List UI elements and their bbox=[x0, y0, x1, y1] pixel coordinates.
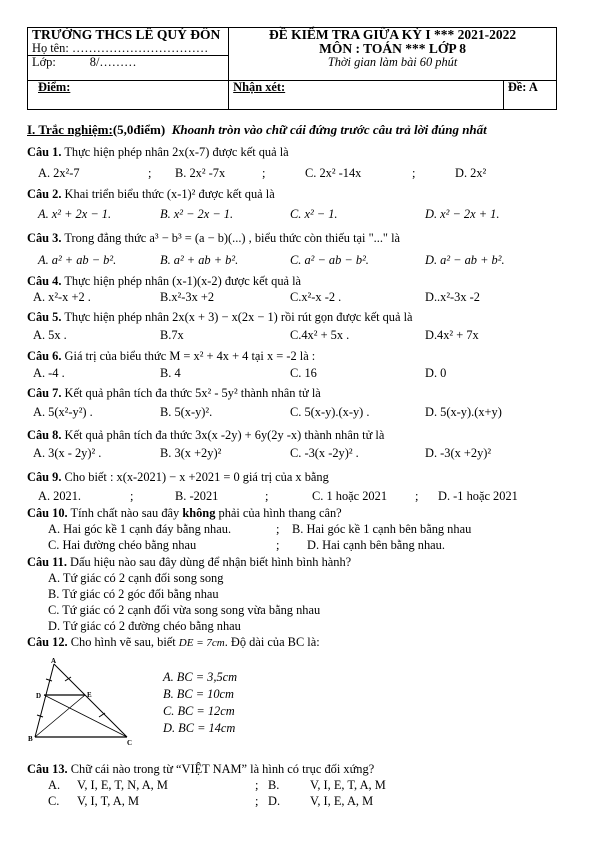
q9-option-b[interactable]: B. -2021 bbox=[175, 489, 219, 503]
question-5 bbox=[27, 311, 413, 325]
tick-mark bbox=[99, 713, 105, 717]
q5-option-d[interactable]: D.4x² + 7x bbox=[425, 328, 479, 342]
q13-letter-c: C. bbox=[48, 794, 60, 808]
q1-num: Câu 1. bbox=[27, 145, 62, 159]
q13-option-d[interactable]: V, I, E, A, M bbox=[310, 794, 374, 808]
q11-option-d[interactable]: D. Tứ giác có 2 đường chéo bằng nhau bbox=[48, 619, 241, 633]
q11-option-b[interactable]: B. Tứ giác có 2 góc đối bằng nhau bbox=[48, 587, 219, 601]
question-2 bbox=[27, 188, 275, 202]
section-instruction: Khoanh tròn vào chữ cái đứng trước câu trả lời đúng nhất bbox=[171, 122, 487, 137]
q7-text: Kết quả phân tích đa thức 5x² - 5y² thành nhân tử là bbox=[64, 386, 321, 400]
q2-option-a[interactable]: A. x² + 2x − 1. bbox=[38, 207, 112, 221]
label-point-b: B bbox=[28, 735, 33, 743]
q1-sep: ; bbox=[148, 166, 152, 180]
question-6 bbox=[27, 350, 315, 364]
q1-option-a[interactable]: A. 2x²-7 bbox=[38, 166, 80, 180]
q13-option-a[interactable]: V, I, E, T, N, A, M bbox=[77, 778, 168, 792]
label-point-c: C bbox=[127, 739, 133, 747]
name-dots: …………………………… bbox=[71, 41, 209, 56]
section-label: I. Trắc nghiệm: bbox=[27, 122, 113, 137]
question-4 bbox=[27, 275, 301, 289]
q13-text: Chữ cái nào trong từ “VIỆT NAM” là hình có trục đối xứng? bbox=[70, 762, 375, 776]
q6-option-d[interactable]: D. 0 bbox=[425, 366, 447, 380]
q11-text: Dấu hiệu nào sau đây dùng để nhận biết hình bình hành? bbox=[70, 555, 352, 569]
question-12 bbox=[27, 636, 320, 650]
exam-subject: MÔN : TOÁN *** LỚP 8 bbox=[319, 41, 467, 57]
comment-label: Nhận xét: bbox=[233, 80, 286, 94]
q13-letter-a: A. bbox=[48, 778, 61, 792]
q3-option-d[interactable]: D. a² − ab + b². bbox=[425, 253, 505, 267]
name-label: Họ tên: bbox=[32, 41, 69, 56]
q8-option-a[interactable]: A. 3(x - 2y)² . bbox=[33, 446, 102, 460]
q5-option-a[interactable]: A. 5x . bbox=[33, 328, 67, 342]
q8-option-d[interactable]: D. -3(x +2y)² bbox=[425, 446, 492, 460]
q10-text-bold: không bbox=[182, 506, 216, 520]
q13-letter-b: B. bbox=[268, 778, 280, 792]
q9-option-a[interactable]: A. 2021. bbox=[38, 489, 82, 503]
q3-text: Trong đẳng thức a³ − b³ = (a − b)(...) , biểu thức còn thiếu tại "..." là bbox=[64, 231, 401, 245]
label-point-a: A bbox=[51, 657, 57, 665]
q7-option-b[interactable]: B. 5(x-y)². bbox=[160, 405, 213, 419]
q11-num: Câu 11. bbox=[27, 555, 67, 569]
q3-option-a[interactable]: A. a² + ab − b². bbox=[38, 253, 117, 267]
question-13 bbox=[27, 763, 374, 777]
question-9 bbox=[27, 471, 329, 485]
q10-option-d[interactable]: D. Hai cạnh bên bằng nhau. bbox=[307, 538, 445, 552]
q11-option-c[interactable]: C. Tứ giác có 2 cạnh đối vừa song song vừa bằng nhau bbox=[48, 603, 321, 617]
q4-option-c[interactable]: C.x²-x -2 . bbox=[290, 290, 342, 304]
q7-option-c[interactable]: C. 5(x-y).(x-y) . bbox=[290, 405, 370, 419]
header-left-cell bbox=[28, 28, 229, 81]
section-points: (5,0điểm) bbox=[112, 122, 166, 137]
q5-num: Câu 5. bbox=[27, 310, 62, 324]
q4-option-d[interactable]: D..x²-3x -2 bbox=[425, 290, 480, 304]
q10-text-before: Tính chất nào sau đây bbox=[70, 506, 183, 520]
diagonal-dc bbox=[44, 695, 127, 737]
q6-option-b[interactable]: B. 4 bbox=[160, 366, 181, 380]
q12-text-before: Cho hình vẽ sau, biết bbox=[70, 635, 179, 649]
q12-option-a[interactable]: A. BC = 3,5cm bbox=[163, 670, 238, 684]
q3-option-b[interactable]: B. a² + ab + b². bbox=[160, 253, 239, 267]
q9-sep: ; bbox=[415, 489, 419, 503]
q6-option-c[interactable]: C. 16 bbox=[290, 366, 317, 380]
version-label: Đề: A bbox=[507, 80, 538, 94]
q10-option-c[interactable]: C. Hai đường chéo bằng nhau bbox=[48, 538, 197, 552]
school-name: TRƯỜNG THCS LÊ QUÝ ĐÔN bbox=[32, 27, 221, 42]
header-table bbox=[27, 27, 557, 110]
q10-num: Câu 10. bbox=[27, 506, 68, 520]
q13-num: Câu 13. bbox=[27, 762, 68, 776]
label-point-e: E bbox=[87, 691, 92, 699]
q1-option-c[interactable]: C. 2x² -14x bbox=[305, 166, 362, 180]
q2-num: Câu 2. bbox=[27, 187, 62, 201]
q9-sep: ; bbox=[265, 489, 269, 503]
class-value: 8/……… bbox=[89, 55, 137, 70]
q12-option-d[interactable]: D. BC = 14cm bbox=[163, 721, 236, 735]
comment-cell bbox=[229, 81, 504, 110]
q8-num: Câu 8. bbox=[27, 428, 62, 442]
q6-text: Giá trị của biểu thức M = x² + 4x + 4 tại x = -2 là : bbox=[64, 349, 316, 363]
q10-text-after: phải của hình thang cân? bbox=[215, 506, 342, 520]
exam-time: Thời gian làm bài 60 phút bbox=[327, 55, 458, 70]
question-8 bbox=[27, 429, 384, 443]
question-7 bbox=[27, 387, 321, 401]
section-heading bbox=[27, 123, 487, 137]
q11-option-a[interactable]: A. Tứ giác có 2 cạnh đối song song bbox=[48, 571, 224, 585]
q1-sep: ; bbox=[262, 166, 266, 180]
q1-option-b[interactable]: B. 2x² -7x bbox=[175, 166, 226, 180]
q12-option-c[interactable]: C. BC = 12cm bbox=[163, 704, 235, 718]
tick-mark bbox=[46, 679, 52, 681]
score-label: Điểm: bbox=[38, 80, 71, 94]
q9-num: Câu 9. bbox=[27, 470, 62, 484]
q5-option-b[interactable]: B.7x bbox=[160, 328, 184, 342]
q3-option-c[interactable]: C. a² − ab − b². bbox=[290, 253, 369, 267]
q12-text-after: . Độ dài của BC là: bbox=[224, 635, 320, 649]
q3-num: Câu 3. bbox=[27, 231, 62, 245]
class-label: Lớp: bbox=[32, 55, 56, 70]
q7-option-d[interactable]: D. 5(x-y).(x+y) bbox=[425, 405, 502, 419]
q2-option-c[interactable]: C. x² − 1. bbox=[290, 207, 338, 221]
q1-option-d[interactable]: D. 2x² bbox=[455, 166, 487, 180]
q8-option-c[interactable]: C. -3(x -2y)² . bbox=[290, 446, 359, 460]
trapezoid-figure bbox=[27, 657, 142, 747]
label-point-d: D bbox=[36, 692, 42, 700]
class-line bbox=[28, 55, 228, 69]
q10-sep: ; bbox=[276, 522, 280, 536]
q13-sep: ; bbox=[255, 778, 259, 792]
q9-option-d[interactable]: D. -1 hoặc 2021 bbox=[438, 489, 518, 503]
question-1 bbox=[27, 146, 289, 160]
q5-option-c[interactable]: C.4x² + 5x . bbox=[290, 328, 350, 342]
question-10 bbox=[27, 507, 342, 521]
side-ac bbox=[54, 664, 127, 737]
q6-option-a[interactable]: A. -4 . bbox=[33, 366, 65, 380]
side-ab bbox=[35, 664, 54, 737]
question-3 bbox=[27, 232, 400, 246]
diagonal-be bbox=[35, 695, 85, 737]
q4-option-a[interactable]: A. x²-x +2 . bbox=[33, 290, 91, 304]
q6-num: Câu 6. bbox=[27, 349, 62, 363]
q7-option-a[interactable]: A. 5(x²-y²) . bbox=[33, 405, 93, 419]
q12-num: Câu 12. bbox=[27, 635, 68, 649]
q12-given: DE = 7cm bbox=[178, 637, 225, 649]
q10-sep: ; bbox=[276, 538, 280, 552]
q9-sep: ; bbox=[130, 489, 134, 503]
q8-text: Kết quả phân tích đa thức 3x(x -2y) + 6y(2y -x) thành nhân tử là bbox=[64, 428, 385, 442]
q10-option-a[interactable]: A. Hai góc kề 1 cạnh đáy bằng nhau. bbox=[48, 522, 232, 536]
q1-sep: ; bbox=[412, 166, 416, 180]
header-right-cell bbox=[229, 28, 557, 81]
q8-option-b[interactable]: B. 3(x +2y)² bbox=[160, 446, 222, 460]
q13-sep: ; bbox=[255, 794, 259, 808]
q7-num: Câu 7. bbox=[27, 386, 62, 400]
question-11 bbox=[27, 556, 351, 570]
q4-num: Câu 4. bbox=[27, 274, 62, 288]
q12-option-b[interactable]: B. BC = 10cm bbox=[163, 687, 234, 701]
q2-option-d[interactable]: D. x² − 2x + 1. bbox=[425, 207, 500, 221]
q2-text: Khai triển biểu thức (x-1)² được kết quả là bbox=[64, 187, 275, 201]
version-cell bbox=[503, 81, 556, 110]
q9-option-c[interactable]: C. 1 hoặc 2021 bbox=[312, 489, 388, 503]
score-cell bbox=[28, 81, 229, 110]
q9-text: Cho biết : x(x-2021) − x +2021 = 0 giá trị của x bằng bbox=[64, 470, 329, 484]
q13-letter-d: D. bbox=[268, 794, 281, 808]
q2-option-b[interactable]: B. x² − 2x − 1. bbox=[160, 207, 234, 221]
name-line bbox=[32, 42, 224, 55]
q10-option-b[interactable]: B. Hai góc kề 1 cạnh bên bằng nhau bbox=[292, 522, 472, 536]
q4-text: Thực hiện phép nhân (x-1)(x-2) được kết quả là bbox=[64, 274, 302, 288]
q13-option-c[interactable]: V, I, T, A, M bbox=[77, 794, 139, 808]
q4-option-b[interactable]: B.x²-3x +2 bbox=[160, 290, 215, 304]
exam-title: ĐỀ KIỂM TRA GIỮA KỲ I *** 2021-2022 bbox=[269, 27, 517, 42]
q1-text: Thực hiện phép nhân 2x(x-7) được kết quả là bbox=[64, 145, 289, 159]
q13-option-b[interactable]: V, I, E, T, A, M bbox=[310, 778, 386, 792]
q5-text: Thực hiện phép nhân 2x(x + 3) − x(2x − 1) rồi rút gọn được kết quả là bbox=[64, 310, 413, 324]
